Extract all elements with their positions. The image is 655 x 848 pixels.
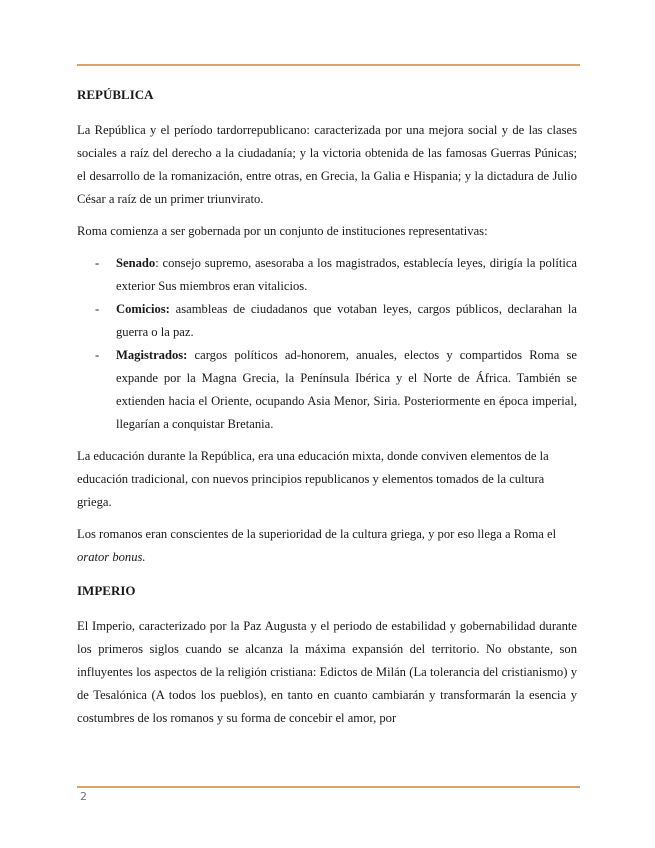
section-heading-republica: REPÚBLICA: [77, 87, 154, 102]
italic-term: orator bonus.: [77, 550, 146, 564]
list-text: : consejo supremo, asesoraba a los magistrados, establecía leyes, dirigía la política exterior Sus miembros eran vitalicios.: [116, 256, 577, 293]
paragraph: La República y el período tardorrepublicano: caracterizada por una mejora social y de las clases sociales a raíz del derecho a la ciudadanía; y la victoria obtenida de las famosas Guerras Púnicas; el desarrollo de la romanización, entre otras, en Grecia, la Galia e Hispania; y la dictadura de Julio César a raíz de un primer triunvirato.: [77, 123, 577, 206]
paragraph-text: Los romanos eran conscientes de la superioridad de la cultura griega, y por eso llega a Roma el: [77, 527, 557, 541]
footer-rule: [77, 786, 580, 788]
list-term: Comicios:: [116, 302, 170, 316]
list-item: [77, 252, 577, 298]
list-dash: -: [95, 256, 100, 270]
list-item: [77, 344, 577, 436]
list-term: Senado: [116, 256, 156, 270]
page-number: 2: [80, 790, 87, 803]
paragraph: La educación durante la República, era una educación mixta, donde conviven elementos de la educación tradicional, con nuevos principios republicanos y elementos tomados de la cultura griega.: [77, 449, 549, 509]
list-item: [77, 298, 577, 344]
list-text: asambleas de ciudadanos que votaban leyes, cargos públicos, declarahan la guerra o la paz.: [116, 302, 577, 339]
list-dash: -: [95, 348, 100, 362]
paragraph: [77, 523, 577, 569]
list-dash: -: [95, 302, 100, 316]
list-term: Magistrados:: [116, 348, 188, 362]
header-rule: [77, 64, 580, 66]
document-body: [77, 82, 577, 739]
list-text: cargos políticos ad-honorem, anuales, electos y compartidos Roma se expande por la Magna Grecia, la Península Ibérica y el Norte de África. También se extienden hacia el Oriente, ocupando Asia Menor, Siria. Posteriormente en época imperial, llegarían a conquistar Bretania.: [116, 348, 577, 431]
institutions-list: [77, 252, 577, 436]
paragraph: Roma comienza a ser gobernada por un conjunto de instituciones representativas:: [77, 224, 488, 238]
paragraph: El Imperio, caracterizado por la Paz Augusta y el periodo de estabilidad y gobernabilidad durante los primeros siglos cuando se alcanza la máxima expansión del territorio. No obstante, son influyentes los aspectos de la religión cristiana: Edictos de Milán (La tolerancia del cristianismo) y de Tesalónica (A todos los pueblos), en tanto en cuanto cambiarán y transformarán la esencia y costumbres de los romanos y su forma de concebir el amor, por: [77, 619, 577, 725]
section-heading-imperio: IMPERIO: [77, 583, 136, 598]
